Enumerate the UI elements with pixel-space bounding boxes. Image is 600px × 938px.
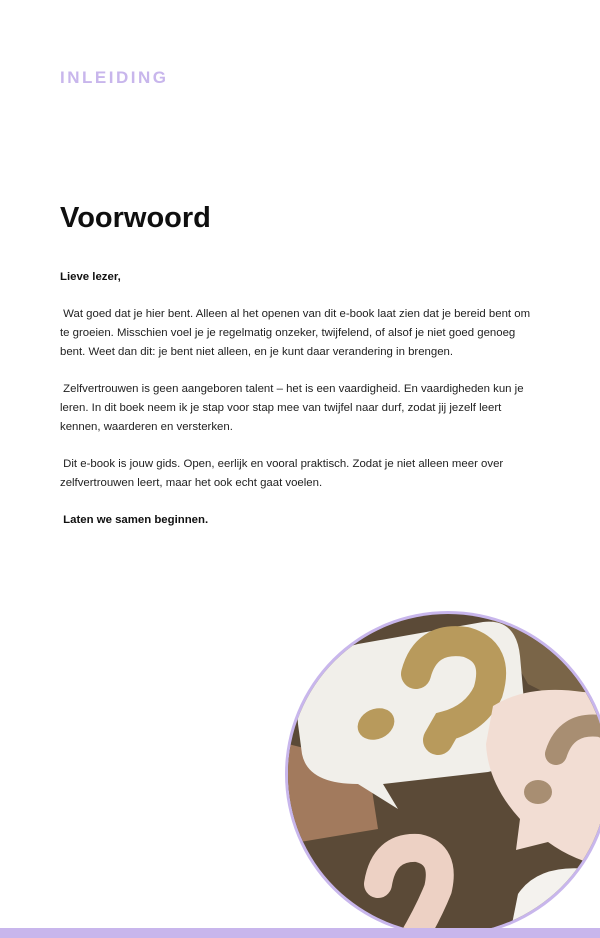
paragraph-guide: Dit e-book is jouw gids. Open, eerlijk en vooral praktisch. Zodat je niet alleen meer over zelfvertrouwen leert, maar het ook echt gaat voelen. [60, 458, 507, 489]
bottom-accent-bar [0, 928, 600, 938]
paragraph-skill: Zelfvertrouwen is geen aangeboren talent – het is een vaardigheid. En vaardigheden kun je leren. In dit boek neem ik je stap voor stap mee van twijfel naar durf, zodat jij jezelf leert kennen, waarderen en versterken. [60, 383, 527, 433]
paragraph-intro: Wat goed dat je hier bent. Alleen al het openen van dit e-book laat zien dat je bereid bent om te groeien. Misschien voel je je regelmatig onzeker, twijfelend, of alsof je niet goed genoeg bent. Weet dan dit: je bent niet alleen, en je kunt daar verandering in brengen. [60, 308, 534, 358]
closing-line: Laten we samen beginnen. [60, 514, 209, 526]
question-marks-illustration [288, 614, 600, 934]
body-content [60, 268, 535, 548]
page-title: Voorwoord [60, 202, 211, 234]
question-marks-photo [285, 611, 600, 937]
section-label: INLEIDING [60, 68, 169, 87]
greeting: Lieve lezer, [60, 271, 121, 283]
